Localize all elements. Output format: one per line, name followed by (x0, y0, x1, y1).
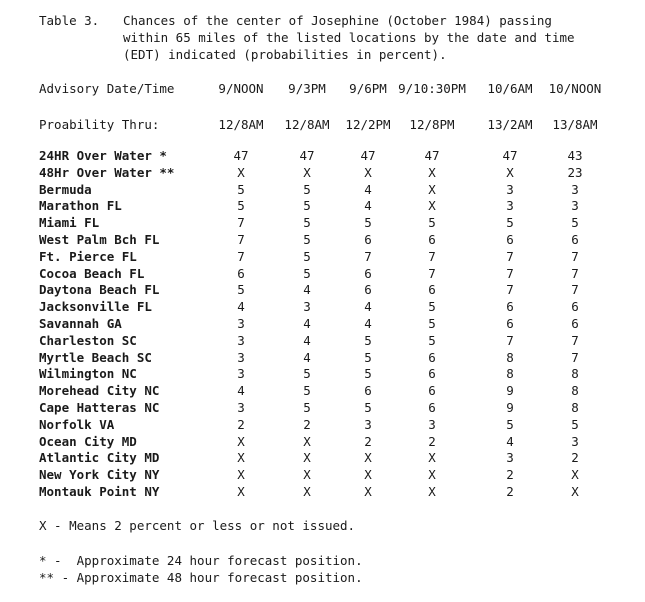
probability-cell: X (571, 484, 579, 499)
probability-cell: X (237, 434, 245, 449)
probability-cell: X (237, 484, 245, 499)
probability-cell: 4 (364, 299, 372, 314)
probability-cell: 5 (428, 299, 436, 314)
probability-cell: 4 (237, 383, 245, 398)
probability-cell: 47 (360, 148, 376, 163)
probability-cell: 6 (364, 282, 372, 297)
probability-through: 12/8PM (409, 117, 455, 132)
probability-cell: 9 (506, 383, 514, 398)
probability-cell: 6 (428, 350, 436, 365)
probability-cell: X (428, 198, 436, 213)
probability-cell: 7 (506, 249, 514, 264)
probability-cell: X (237, 467, 245, 482)
probability-cell: 4 (303, 333, 311, 348)
caption-label: Table 3. (39, 13, 100, 28)
probability-cell: 5 (428, 316, 436, 331)
probability-cell: 2 (237, 417, 245, 432)
probability-cell: 3 (237, 350, 245, 365)
location-label: Morehead City NC (39, 383, 160, 398)
probability-cell: 2 (428, 434, 436, 449)
probability-cell: 5 (506, 215, 514, 230)
probability-cell: 3 (506, 450, 514, 465)
probability-cell: 3 (303, 299, 311, 314)
probability-cell: 5 (237, 182, 245, 197)
probability-cell: 4 (303, 282, 311, 297)
probability-cell: 7 (506, 266, 514, 281)
probability-cell: 7 (571, 282, 579, 297)
probability-cell: 3 (571, 198, 579, 213)
probability-cell: 4 (364, 316, 372, 331)
probability-cell: X (364, 484, 372, 499)
probability-cell: 3 (506, 198, 514, 213)
probability-cell: 7 (571, 249, 579, 264)
probability-cell: 6 (364, 383, 372, 398)
probability-cell: 5 (303, 198, 311, 213)
probability-cell: X (303, 434, 311, 449)
caption-line: Chances of the center of Josephine (October 1984) passing (123, 13, 552, 28)
probability-cell: 7 (428, 266, 436, 281)
probability-cell: 5 (428, 215, 436, 230)
probability-header-label: Proability Thru: (39, 117, 160, 132)
probability-cell: 7 (364, 249, 372, 264)
probability-cell: 5 (364, 366, 372, 381)
location-label: Jacksonville FL (39, 299, 152, 314)
probability-cell: 47 (233, 148, 249, 163)
probability-cell: X (428, 467, 436, 482)
probability-cell: 7 (428, 249, 436, 264)
probability-cell: 3 (237, 366, 245, 381)
location-label: New York City NY (39, 467, 160, 482)
probability-cell: 5 (237, 282, 245, 297)
probability-cell: X (428, 484, 436, 499)
probability-cell: 2 (506, 484, 514, 499)
probability-cell: 5 (364, 215, 372, 230)
advisory-date-time: 10/NOON (548, 81, 602, 96)
probability-cell: 3 (571, 434, 579, 449)
probability-cell: X (571, 467, 579, 482)
probability-cell: 5 (364, 333, 372, 348)
probability-cell: 3 (237, 400, 245, 415)
probability-cell: 2 (571, 450, 579, 465)
probability-cell: X (364, 450, 372, 465)
probability-cell: 8 (506, 350, 514, 365)
probability-through: 12/2PM (345, 117, 391, 132)
probability-cell: 6 (237, 266, 245, 281)
location-label: Bermuda (39, 182, 92, 197)
location-label: Daytona Beach FL (39, 282, 160, 297)
probability-cell: 8 (506, 366, 514, 381)
probability-cell: X (364, 165, 372, 180)
probability-cell: 4 (303, 350, 311, 365)
probability-cell: 6 (571, 299, 579, 314)
probability-cell: 43 (567, 148, 583, 163)
location-label: Ft. Pierce FL (39, 249, 137, 264)
probability-through: 12/8AM (218, 117, 264, 132)
probability-cell: 5 (303, 383, 311, 398)
probability-cell: 6 (364, 232, 372, 247)
advisory-date-time: 9/NOON (218, 81, 264, 96)
probability-cell: 3 (237, 316, 245, 331)
location-label: Marathon FL (39, 198, 122, 213)
advisory-header-label: Advisory Date/Time (39, 81, 175, 96)
probability-cell: X (428, 182, 436, 197)
probability-cell: 5 (364, 400, 372, 415)
probability-cell: 7 (571, 333, 579, 348)
probability-cell: 4 (303, 316, 311, 331)
probability-cell: 3 (364, 417, 372, 432)
probability-cell: 5 (303, 266, 311, 281)
probability-cell: X (303, 165, 311, 180)
probability-cell: 6 (428, 232, 436, 247)
probability-through: 13/8AM (552, 117, 598, 132)
probability-cell: X (237, 165, 245, 180)
probability-through: 13/2AM (487, 117, 533, 132)
probability-cell: 9 (506, 400, 514, 415)
probability-cell: 7 (237, 215, 245, 230)
probability-cell: 6 (428, 400, 436, 415)
probability-cell: 7 (237, 232, 245, 247)
location-label: Norfolk VA (39, 417, 115, 432)
probability-cell: 6 (506, 232, 514, 247)
probability-cell: 2 (303, 417, 311, 432)
location-label: 48Hr Over Water ** (39, 165, 175, 180)
probability-cell: 8 (571, 400, 579, 415)
probability-cell: 5 (303, 215, 311, 230)
footnote: ** - Approximate 48 hour forecast position. (39, 570, 363, 585)
advisory-date-time: 9/3PM (288, 81, 326, 96)
probability-cell: 3 (428, 417, 436, 432)
location-label: Cocoa Beach FL (39, 266, 145, 281)
probability-cell: 4 (364, 182, 372, 197)
footnote: * - Approximate 24 hour forecast position. (39, 553, 363, 568)
probability-through: 12/8AM (284, 117, 330, 132)
probability-cell: 4 (364, 198, 372, 213)
probability-cell: 4 (237, 299, 245, 314)
advisory-date-time: 9/10:30PM (398, 81, 466, 96)
probability-cell: 3 (571, 182, 579, 197)
probability-cell: 6 (428, 366, 436, 381)
probability-cell: 7 (506, 333, 514, 348)
probability-cell: 6 (506, 299, 514, 314)
probability-cell: X (303, 450, 311, 465)
probability-cell: 47 (502, 148, 518, 163)
location-label: Wilmington NC (39, 366, 137, 381)
probability-cell: X (364, 467, 372, 482)
location-label: Atlantic City MD (39, 450, 160, 465)
location-label: Ocean City MD (39, 434, 137, 449)
location-label: Miami FL (39, 215, 100, 230)
probability-cell: 6 (571, 232, 579, 247)
advisory-date-time: 10/6AM (487, 81, 533, 96)
probability-cell: 4 (506, 434, 514, 449)
probability-cell: 8 (571, 366, 579, 381)
probability-cell: 6 (428, 383, 436, 398)
probability-cell: 5 (571, 215, 579, 230)
probability-cell: 6 (506, 316, 514, 331)
caption-line: within 65 miles of the listed locations by the date and time (123, 30, 575, 45)
probability-cell: 7 (571, 266, 579, 281)
caption-line: (EDT) indicated (probabilities in percent). (123, 47, 447, 62)
probability-cell: 7 (237, 249, 245, 264)
probability-cell: 6 (428, 282, 436, 297)
probability-cell: 5 (303, 182, 311, 197)
probability-cell: 5 (303, 400, 311, 415)
probability-cell: 5 (506, 417, 514, 432)
location-label: West Palm Bch FL (39, 232, 160, 247)
probability-cell: 2 (364, 434, 372, 449)
probability-cell: 7 (571, 350, 579, 365)
probability-cell: X (303, 484, 311, 499)
probability-cell: 5 (303, 232, 311, 247)
probability-cell: 5 (303, 366, 311, 381)
probability-cell: 5 (571, 417, 579, 432)
probability-cell: 47 (299, 148, 315, 163)
probability-cell: 5 (237, 198, 245, 213)
footnote: X - Means 2 percent or less or not issued. (39, 518, 356, 533)
location-label: Montauk Point NY (39, 484, 160, 499)
probability-cell: X (428, 450, 436, 465)
probability-cell: 3 (506, 182, 514, 197)
probability-cell: 47 (424, 148, 440, 163)
probability-cell: X (506, 165, 514, 180)
probability-cell: 6 (364, 266, 372, 281)
probability-cell: 23 (567, 165, 583, 180)
probability-cell: 2 (506, 467, 514, 482)
location-label: Myrtle Beach SC (39, 350, 152, 365)
probability-cell: 7 (506, 282, 514, 297)
location-label: 24HR Over Water * (39, 148, 167, 163)
probability-cell: 5 (428, 333, 436, 348)
probability-cell: 5 (364, 350, 372, 365)
probability-cell: X (303, 467, 311, 482)
probability-cell: 6 (571, 316, 579, 331)
probability-cell: X (428, 165, 436, 180)
probability-cell: 5 (303, 249, 311, 264)
probability-cell: 3 (237, 333, 245, 348)
probability-cell: 8 (571, 383, 579, 398)
probability-cell: X (237, 450, 245, 465)
location-label: Cape Hatteras NC (39, 400, 160, 415)
location-label: Charleston SC (39, 333, 137, 348)
advisory-date-time: 9/6PM (349, 81, 387, 96)
location-label: Savannah GA (39, 316, 122, 331)
